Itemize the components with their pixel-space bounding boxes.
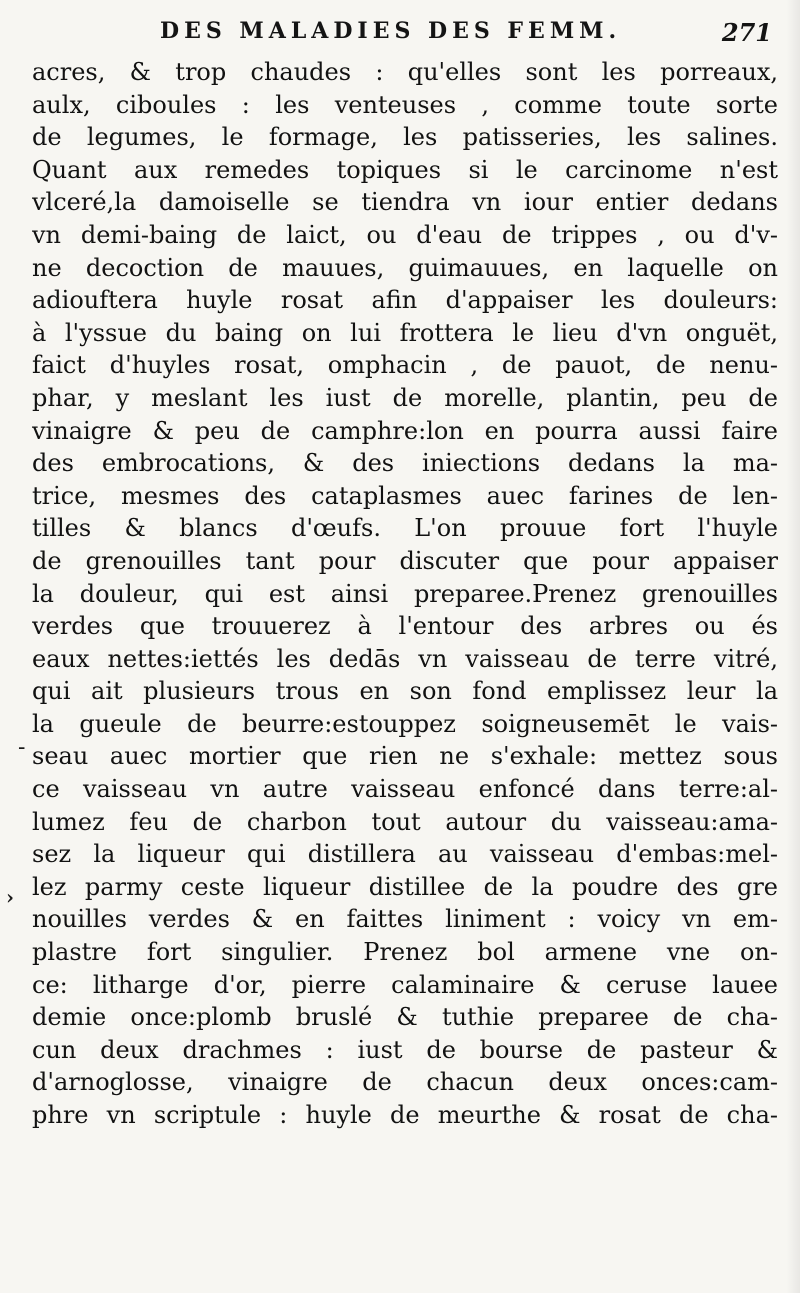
text-line: à l'yssue du baing on lui frottera le lieu d'vn onguët, <box>32 318 778 347</box>
text-line: qui ait plusieurs trous en son fond emplissez leur la <box>32 677 778 706</box>
text-line: phar, y meslant les iust de morelle, plantin, peu de <box>32 383 778 412</box>
text-line: cun deux drachmes : iust de bourse de pasteur & <box>32 1035 778 1064</box>
text-line: Quant aux remedes topiques si le carcinome n'est <box>32 155 778 184</box>
page-header <box>40 8 772 52</box>
text-line: d'arnoglosse, vinaigre de chacun deux onces:cam- <box>32 1068 778 1097</box>
text-line: de legumes, le formage, les patisseries, les salines. <box>32 123 778 152</box>
running-head: DES MALADIES DES FEMM. <box>160 18 622 44</box>
text-line: ce: litharge d'or, pierre calaminaire & ceruse lauee <box>32 970 778 999</box>
text-line: acres, & trop chaudes : qu'elles sont les porreaux, <box>32 58 778 86</box>
text-line: ne decoction de mauues, guimauues, en laquelle on <box>32 253 778 282</box>
text-line: lumez feu de charbon tout autour du vaisseau:ama- <box>32 807 778 836</box>
text-line: verdes que trouuerez à l'entour des arbres ou és <box>32 612 778 641</box>
text-line: plastre fort singulier. Prenez bol armene vne on- <box>32 938 778 967</box>
text-line: tilles & blancs d'œufs. L'on prouue fort l'huyle <box>32 514 778 543</box>
text-line: trice, mesmes des cataplasmes auec farines de len- <box>32 481 778 510</box>
text-line: aulx, ciboules : les venteuses , comme toute sorte <box>32 90 778 119</box>
text-line: la douleur, qui est ainsi preparee.Prenez grenouilles <box>32 579 778 608</box>
text-line: nouilles verdes & en faittes liniment : voicy vn em- <box>32 905 778 934</box>
text-line: demie once:plomb bruslé & tuthie preparee de cha- <box>32 1003 778 1032</box>
text-line: vlceré,la damoiselle se tiendra vn iour entier dedans <box>32 188 778 217</box>
text-line: lez parmy ceste liqueur distillee de la poudre des gre <box>32 872 778 901</box>
page-number: 271 <box>721 18 772 47</box>
text-line: seau auec mortier que rien ne s'exhale: mettez sous <box>32 742 778 771</box>
text-line: sez la liqueur qui distillera au vaisseau d'embas:mel- <box>32 840 778 869</box>
text-line: phre vn scriptule : huyle de meurthe & rosat de cha- <box>32 1101 778 1129</box>
text-line: des embrocations, & des iniections dedans la ma- <box>32 449 778 478</box>
text-line: la gueule de beurre:estouppez soigneusemēt le vais- <box>32 709 778 738</box>
page-edge-shadow <box>786 0 800 1293</box>
text-line: de grenouilles tant pour discuter que pour appaiser <box>32 546 778 575</box>
text-line: vn demi-baing de laict, ou d'eau de trippes , ou d'v- <box>32 220 778 249</box>
text-line: adiouftera huyle rosat afin d'appaiser les douleurs: <box>32 286 778 315</box>
body-text <box>32 56 778 1132</box>
text-line: eaux nettes:iettés les dedās vn vaisseau de terre vitré, <box>32 644 778 673</box>
text-line: ce vaisseau vn autre vaisseau enfoncé dans terre:al- <box>32 775 778 804</box>
margin-dash-mark: - <box>18 735 26 760</box>
margin-tick-mark: › <box>6 885 14 909</box>
text-line: vinaigre & peu de camphre:lon en pourra aussi faire <box>32 416 778 445</box>
text-line: faict d'huyles rosat, omphacin , de pauot, de nenu- <box>32 351 778 380</box>
